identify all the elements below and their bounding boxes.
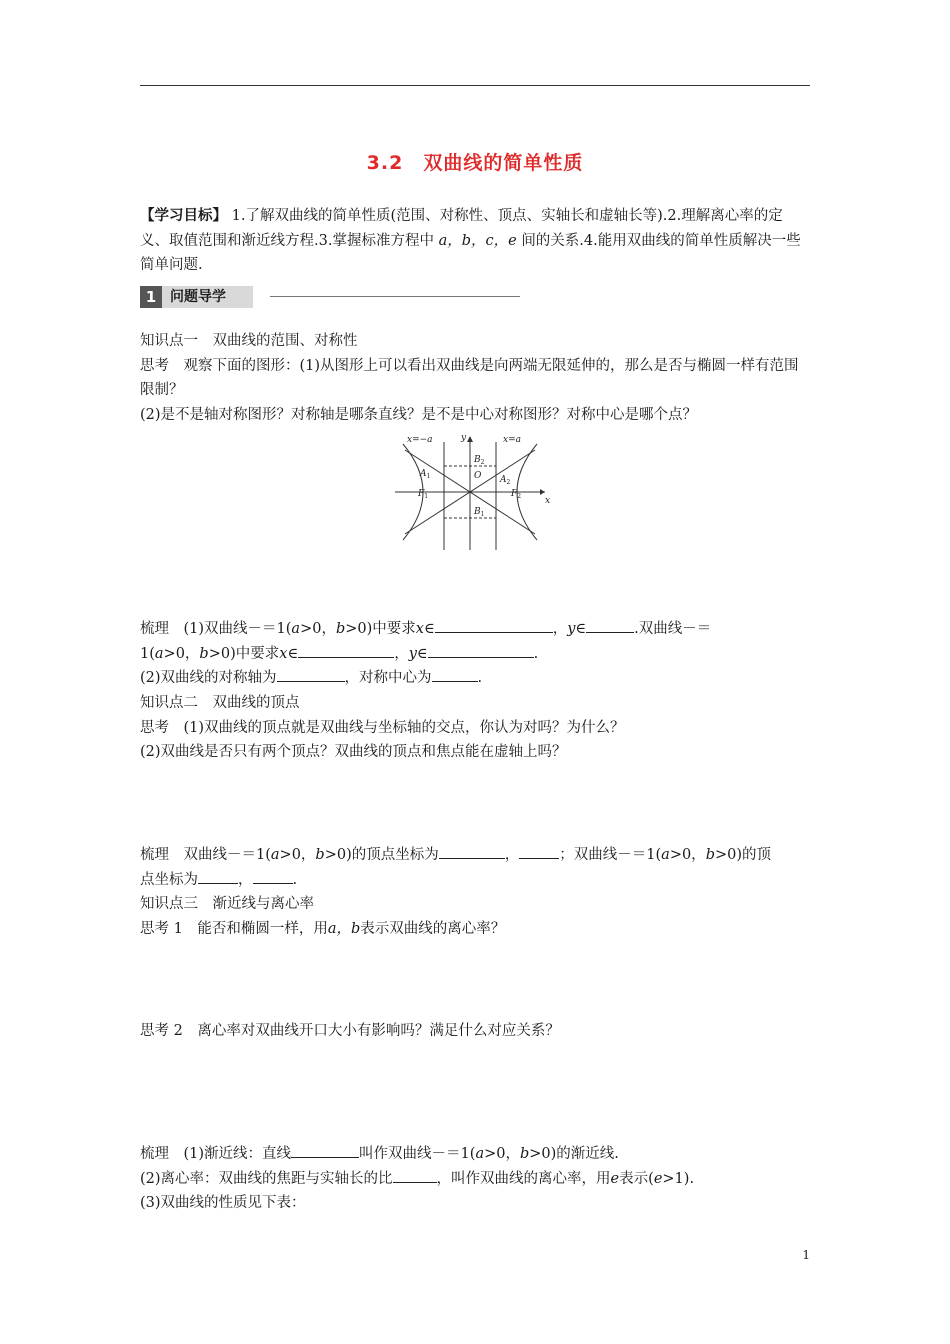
label-B1: $B_1$ xyxy=(474,507,485,518)
blank-x-range-2[interactable] xyxy=(298,642,394,658)
blank-asymptote[interactable] xyxy=(291,1142,359,1158)
section-label: 问题导学 xyxy=(162,286,253,308)
label-x-a: x=a xyxy=(503,435,521,445)
k1-title: 知识点一 双曲线的范围、对称性 xyxy=(140,333,358,349)
label-x: x xyxy=(545,496,551,506)
k2-title: 知识点二 双曲线的顶点 xyxy=(140,695,300,711)
k3-summary: 梳理 (1)渐近线：直线 叫作双曲线－＝1(a>0，b>0)的渐近线. (2)离心率：双曲线的焦距与实轴长的比 ，叫作双曲线的离心率，用e表示(e>1). (3)双曲线的性质见下表： xyxy=(140,1142,810,1216)
blank-y-range-2[interactable] xyxy=(428,642,534,658)
knowledge-point-2: 知识点二 双曲线的顶点 思考 (1)双曲线的顶点就是双曲线与坐标轴的交点，你认为对吗？为什么？ (2)双曲线是否只有两个顶点？双曲线的顶点和焦点能在虚轴上吗？ xyxy=(140,691,810,765)
label-A1: $A_1$ xyxy=(420,469,431,480)
page-title: 3.2 双曲线的简单性质 xyxy=(366,152,584,174)
page-number: 1 xyxy=(802,1248,810,1262)
k2-summary: 梳理 双曲线－＝1(a>0，b>0)的顶点坐标为 ， ；双曲线－＝1(a>0，b>0)的顶 点坐标为 ， . xyxy=(140,843,810,892)
label-O: O xyxy=(474,471,482,481)
blank-vertex-3[interactable] xyxy=(198,868,238,884)
knowledge-point-3: 知识点三 渐近线与离心率 思考 1 能否和椭圆一样，用a，b表示双曲线的离心率？ xyxy=(140,892,810,941)
label-y: y xyxy=(461,433,467,443)
label-F2: $F_2$ xyxy=(511,489,522,500)
section-number: 1 xyxy=(140,286,162,308)
blank-vertex-2[interactable] xyxy=(519,843,559,859)
label-B2: $B_2$ xyxy=(474,455,485,466)
blank-x-range-1[interactable] xyxy=(435,617,553,633)
blank-vertex-4[interactable] xyxy=(253,868,293,884)
blank-symmetry-axis[interactable] xyxy=(277,666,345,682)
knowledge-point-1: 知识点一 双曲线的范围、对称性 思考 观察下面的图形：(1)从图形上可以看出双曲线是向两端无限延伸的，那么是否与椭圆一样有范围限制？ (2)是不是轴对称图形？对称轴是哪条直线？是不是中心对称图形？对称中心是哪个点？ xyxy=(140,329,810,427)
k3-title: 知识点三 渐近线与离心率 xyxy=(140,896,314,912)
blank-symmetry-center[interactable] xyxy=(432,666,478,682)
section-rule xyxy=(270,296,520,297)
blank-y-range-1[interactable] xyxy=(586,617,634,633)
label-A2: $A_2$ xyxy=(500,475,511,486)
blank-eccentricity[interactable] xyxy=(393,1167,437,1183)
blank-vertex-1[interactable] xyxy=(439,843,505,859)
hyperbola-figure xyxy=(395,432,555,552)
top-rule xyxy=(140,85,810,86)
k3-think-2: 思考 2 离心率对双曲线开口大小有影响吗？满足什么对应关系？ xyxy=(140,1023,560,1039)
learning-objectives: 【学习目标】 1.了解双曲线的简单性质(范围、对称性、顶点、实轴长和虚轴长等).2.理解离心率的定义、取值范围和渐近线方程.3.掌握标准方程中 a，b，c，e 间的关系.4.能用双曲线的简单性质解决一些简单问题. xyxy=(140,207,801,273)
k1-summary: 梳理 (1)双曲线－＝1(a>0，b>0)中要求x∈ ，y∈ .双曲线－＝ 1(a>0，b>0)中要求x∈ ，y∈ . (2)双曲线的对称轴为 ，对称中心为 . xyxy=(140,617,810,691)
objectives-label: 【学习目标】 xyxy=(140,207,227,224)
label-x-neg-a: x=−a xyxy=(407,435,433,445)
label-F1: $F_1$ xyxy=(418,489,429,500)
